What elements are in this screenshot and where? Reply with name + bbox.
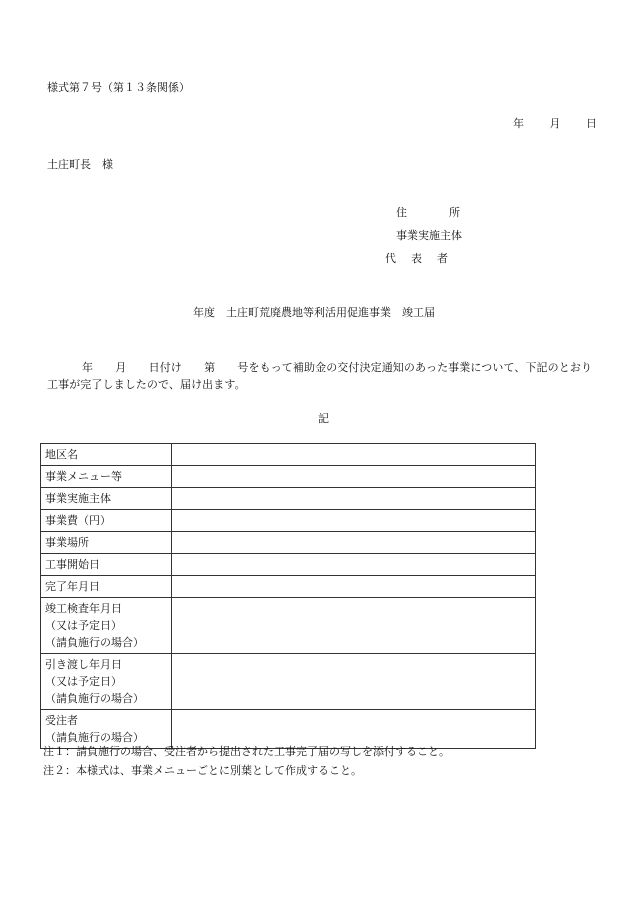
address-label-2: 所 (449, 206, 460, 219)
table-row (41, 598, 536, 654)
rep-label-2: 表 (411, 252, 422, 265)
row-label: 事業費（円） (41, 510, 172, 532)
table-row (41, 488, 536, 510)
row-label: 事業場所 (41, 532, 172, 554)
row-value (172, 710, 536, 749)
row-value (172, 488, 536, 510)
row-value (172, 510, 536, 532)
table-row (41, 710, 536, 749)
table-row (41, 444, 536, 466)
note-2: 注２：本様式は、事業メニューごとに別葉として作成すること。 (43, 764, 362, 777)
date-year: 年 (513, 117, 524, 130)
table-row (41, 654, 536, 710)
row-label: 事業メニュー等 (41, 466, 172, 488)
row-label: 引き渡し年月日 （又は予定日） （請負施行の場合） (41, 654, 172, 710)
date-line (491, 117, 597, 131)
table-row (41, 576, 536, 598)
date-month: 月 (549, 117, 561, 130)
row-value (172, 444, 536, 466)
row-value (172, 598, 536, 654)
row-label: 地区名 (41, 444, 172, 466)
entity-label: 事業実施主体 (396, 229, 462, 242)
rep-label-1: 代 (385, 252, 396, 265)
row-label: 受注者 （請負施行の場合） (41, 710, 172, 749)
table-row (41, 466, 536, 488)
table-row (41, 532, 536, 554)
row-value (172, 576, 536, 598)
representative-label (385, 252, 463, 266)
date-day: 日 (586, 117, 597, 130)
row-label: 事業実施主体 (41, 488, 172, 510)
address-label-1: 住 (396, 206, 407, 219)
rep-label-3: 者 (437, 252, 448, 265)
row-label: 工事開始日 (41, 554, 172, 576)
table-row (41, 510, 536, 532)
row-label: 竣工検査年月日 （又は予定日） （請負施行の場合） (41, 598, 172, 654)
addressee: 土庄町長 様 (47, 158, 113, 171)
note-1: 注１：請負施行の場合、受注者から提出された工事完了届の写しを添付すること。 (43, 745, 450, 758)
table-row (41, 554, 536, 576)
body-paragraph: 年 月 日付け 第 号をもって補助金の交付決定通知のあった事業について、下記のとおり工事が完了しましたので、届け出ます。 (47, 361, 593, 391)
document-title: 年度 土庄町荒廃農地等利活用促進事業 竣工届 (193, 306, 435, 319)
ki-label: 記 (318, 412, 329, 425)
address-label (396, 206, 460, 220)
detail-table (40, 443, 536, 749)
form-number: 様式第７号（第１３条関係） (47, 81, 190, 94)
row-label: 完了年月日 (41, 576, 172, 598)
row-value (172, 654, 536, 710)
row-value (172, 532, 536, 554)
row-value (172, 554, 536, 576)
row-value (172, 466, 536, 488)
